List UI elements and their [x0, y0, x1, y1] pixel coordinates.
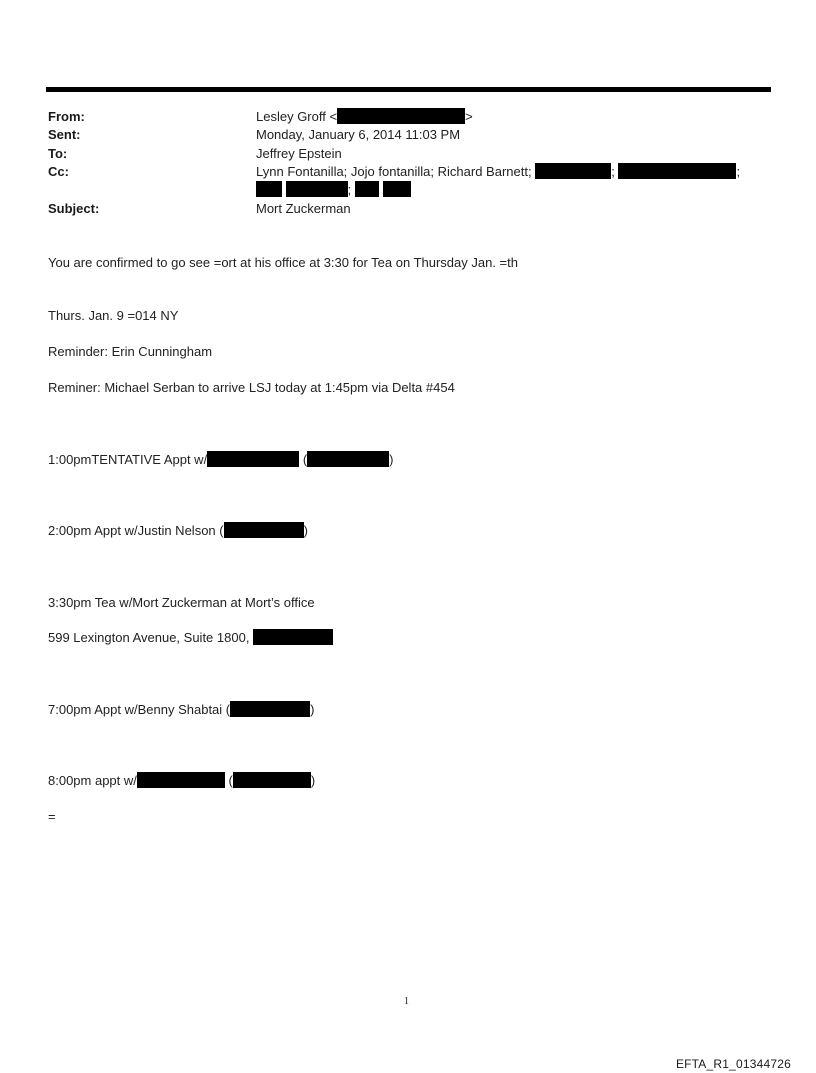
header-rule	[46, 87, 771, 92]
redaction-block	[230, 701, 310, 717]
sent-label: Sent:	[48, 127, 81, 142]
to-value: Jeffrey Epstein	[256, 146, 342, 161]
cc-separator: ;	[611, 164, 615, 179]
appointment-text: 7:00pm Appt w/Benny Shabtai (	[48, 702, 231, 717]
appointment-line	[48, 701, 314, 718]
date-line: Thurs. Jan. 9 =014 NY	[48, 308, 179, 323]
tea-line: 3:30pm Tea w/Mort Zuckerman at Mort’s office	[48, 595, 315, 610]
subject-label: Subject:	[48, 201, 100, 216]
cc-label: Cc:	[48, 164, 69, 179]
redaction-block	[253, 629, 333, 645]
redaction-block	[355, 181, 379, 197]
appointment-text: 2:00pm Appt w/Justin Nelson (	[48, 523, 224, 538]
trailing-marker: =	[48, 809, 56, 824]
redaction-block	[256, 181, 282, 197]
bates-number: EFTA_R1_01344726	[675, 1057, 791, 1071]
redaction-block	[224, 522, 304, 538]
from-close: >	[465, 109, 473, 124]
reminder-line: Reminer: Michael Serban to arrive LSJ today at 1:45pm via Delta #454	[48, 380, 455, 395]
paren: )	[389, 452, 394, 467]
paren: )	[310, 773, 316, 788]
redaction-block	[137, 772, 225, 788]
appointment-text: 1:00pmTENTATIVE Appt w/	[48, 452, 208, 467]
appointment-line	[48, 772, 315, 789]
paren: )	[310, 702, 315, 717]
redaction-block	[207, 451, 299, 467]
paren: (	[302, 452, 308, 467]
address-text: 599 Lexington Avenue, Suite 1800,	[48, 630, 250, 645]
redaction-block	[383, 181, 411, 197]
cc-separator: ;	[347, 182, 352, 197]
from-name: Lesley Groff <	[256, 109, 338, 124]
cc-value	[256, 163, 740, 180]
address-line	[48, 629, 333, 646]
redaction-block	[337, 108, 465, 124]
subject-value: Mort Zuckerman	[256, 201, 351, 216]
redaction-block	[307, 451, 389, 467]
sent-value: Monday, January 6, 2014 11:03 PM	[256, 127, 461, 142]
from-label: From:	[48, 109, 85, 124]
paren: (	[228, 773, 233, 788]
cc-value-continued	[256, 181, 411, 198]
redaction-block	[233, 772, 311, 788]
appointment-line	[48, 522, 308, 539]
cc-names: Lynn Fontanilla; Jojo fontanilla; Richard Barnett;	[256, 164, 532, 179]
to-label: To:	[48, 146, 68, 161]
page-number: 1	[404, 996, 409, 1007]
confirmation-line: You are confirmed to go see =ort at his office at 3:30 for Tea on Thursday Jan. =th	[48, 255, 518, 270]
redaction-block	[535, 163, 611, 179]
redaction-block	[618, 163, 736, 179]
paren: )	[303, 523, 308, 538]
appointment-text: 8:00pm appt w/	[48, 773, 137, 788]
reminder-line: Reminder: Erin Cunningham	[48, 344, 213, 359]
cc-separator: ;	[736, 164, 741, 179]
from-value	[256, 108, 473, 125]
appointment-line	[48, 451, 394, 468]
redaction-block	[286, 181, 348, 197]
